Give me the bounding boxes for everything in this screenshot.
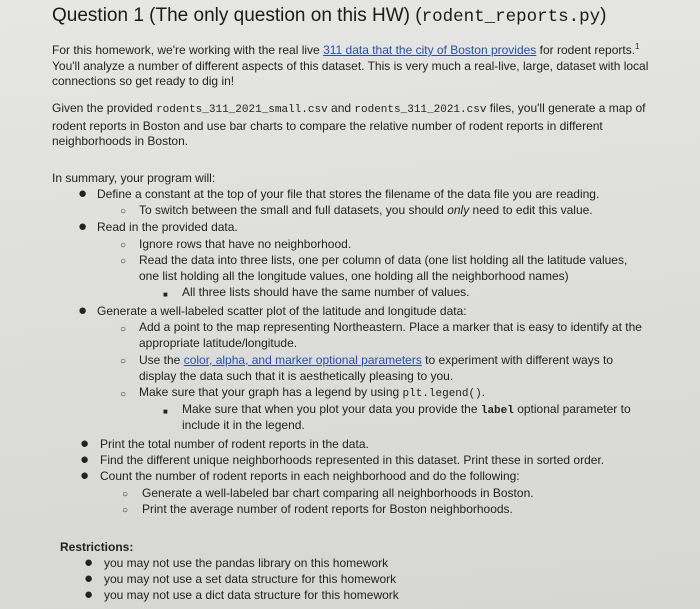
bullet-disc: ● (84, 554, 94, 571)
bullet-disc: ● (80, 451, 90, 468)
item-print-average: Print the average number of rodent reports for Boston neighborhoods. (142, 502, 513, 516)
switch-emphasis: only (447, 203, 470, 217)
intro-text-1: For this homework, we're working with the real live (52, 43, 324, 57)
summary-heading: In summary, your program will: (52, 171, 216, 185)
item-label-param-1 (182, 402, 631, 419)
item-add-northeastern-2: appropriate latitude/longitude. (139, 336, 298, 350)
use-text-2: to experiment with different ways to (421, 353, 614, 367)
small-csv-filename: rodents_311_2021_small.csv (156, 104, 328, 116)
title-filename: rodent_reports.py (421, 7, 601, 27)
bullet-disc: ● (80, 467, 90, 484)
bullet-square: ■ (163, 407, 168, 416)
restriction-no-pandas: you may not use the pandas library on this homework (104, 556, 389, 570)
files-paragraph (52, 101, 672, 150)
item-add-northeastern-1: Add a point to the map representing Northeastern. Place a marker that is easy to identify at the (139, 320, 642, 334)
restrictions-heading: Restrictions: (60, 540, 134, 554)
title-text: Question 1 (The only question on this HW) ( (52, 5, 422, 26)
bullet-disc: ● (84, 570, 94, 587)
item-count-reports: Count the number of rodent reports in each neighborhood and do the following: (100, 469, 520, 483)
item-three-lists-2: one list holding all the longitude values, one holding all the neighborhood names) (139, 269, 569, 283)
bullet-disc: ● (78, 185, 88, 202)
item-use-parameters-2: display the data such that it is aesthetically pleasing to you. (139, 369, 454, 383)
question-title (52, 5, 606, 27)
intro-text-3: You'll analyze a number of different aspects of this dataset. This is very much a real-live, large, dataset with local connections so get ready to dig in! (52, 58, 649, 88)
label-text-1: Make sure that when you plot your data you provide the (182, 402, 481, 416)
bullet-circle: ○ (120, 324, 127, 335)
title-close: ) (600, 5, 607, 26)
intro-paragraph (52, 39, 672, 90)
boston-311-link[interactable]: 311 data that the city of Boston provides (323, 43, 537, 57)
bullet-circle: ○ (122, 505, 129, 516)
bullet-square: ■ (163, 290, 168, 299)
bullet-disc: ● (80, 435, 90, 452)
item-read-data: Read in the provided data. (97, 220, 238, 234)
bullet-disc: ● (84, 586, 94, 603)
item-bar-chart: Generate a well-labeled bar chart comparing all neighborhoods in Boston. (142, 486, 534, 500)
files-text-2: and (327, 101, 355, 115)
bullet-disc: ● (78, 302, 88, 319)
intro-text-2: for rodent reports. (536, 43, 636, 57)
legend-text-2: . (481, 385, 486, 399)
item-print-total: Print the total number of rodent reports in the data. (100, 437, 369, 451)
bullet-circle: ○ (122, 489, 129, 500)
item-legend (139, 385, 485, 402)
files-text-1: Given the provided (52, 101, 157, 115)
item-three-lists-1: Read the data into three lists, one per column of data (one list holding all the latitude values, (139, 253, 628, 267)
label-text-2: optional parameter to (513, 402, 631, 416)
item-switch-datasets (139, 203, 593, 218)
bullet-disc: ● (78, 218, 88, 235)
item-unique-neighborhoods: Find the different unique neighborhoods represented in this dataset. Print these in sorted order. (100, 453, 605, 467)
switch-text-2: need to edit this value. (469, 203, 593, 217)
full-csv-filename: rodents_311_2021.csv (354, 104, 487, 116)
bullet-circle: ○ (120, 240, 127, 251)
item-define-constant: Define a constant at the top of your file that stores the filename of the data file you are reading. (97, 187, 600, 201)
bullet-circle: ○ (120, 389, 127, 400)
item-same-length: All three lists should have the same number of values. (182, 285, 470, 299)
use-text-1: Use the (139, 353, 184, 367)
item-label-param-2: include it in the legend. (182, 418, 305, 432)
label-code: label (480, 405, 514, 417)
restriction-no-set: you may not use a set data structure for this homework (104, 572, 397, 586)
item-scatter-plot: Generate a well-labeled scatter plot of the latitude and longitude data: (97, 304, 467, 318)
switch-text-1: To switch between the small and full datasets, you should (139, 203, 448, 217)
legend-text-1: Make sure that your graph has a legend by using (139, 385, 403, 399)
item-use-parameters-1 (139, 353, 613, 368)
restriction-no-dict: you may not use a dict data structure for this homework (104, 588, 399, 602)
files-text-3: files, you'll generate a map of rodent reports in Boston and use bar charts to compare the relative number of rodent reports in different neighborhoods in Boston. (52, 101, 646, 148)
legend-code: plt.legend() (402, 388, 482, 400)
bullet-circle: ○ (120, 206, 127, 217)
footnote-marker: 1 (635, 42, 640, 51)
bullet-circle: ○ (120, 356, 127, 367)
bullet-circle: ○ (120, 256, 127, 267)
item-ignore-rows: Ignore rows that have no neighborhood. (139, 237, 352, 251)
optional-parameters-link[interactable]: color, alpha, and marker optional parameters (183, 353, 422, 367)
